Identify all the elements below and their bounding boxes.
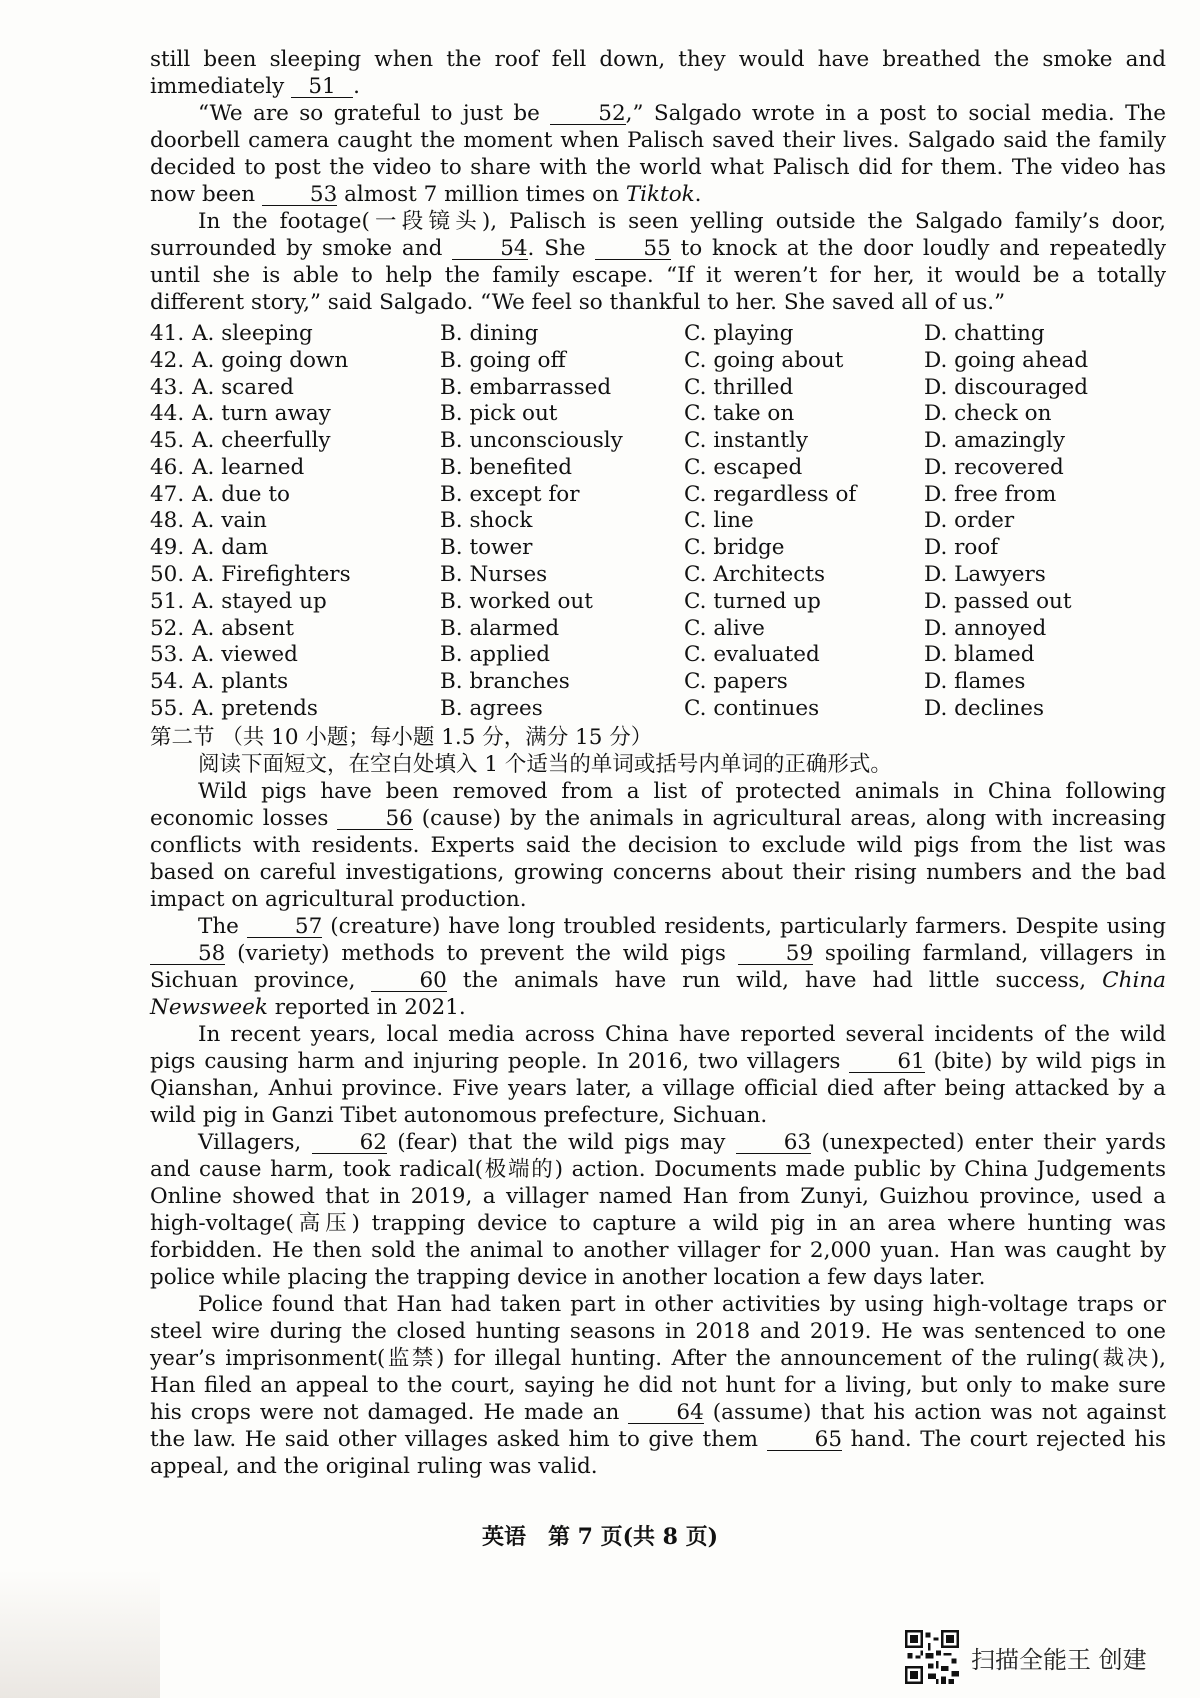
option-row	[150, 320, 1166, 347]
section-title: 第二节 （共 10 小题；每小题 1.5 分，满分 15 分）	[150, 724, 653, 750]
option-b: B. embarrassed	[440, 374, 612, 400]
text-run: spoiling farmland, villagers in Sichuan province,	[150, 940, 1166, 993]
option-c: C. line	[684, 508, 754, 534]
option-row	[150, 427, 1166, 454]
option-row	[150, 588, 1166, 615]
answer-blank: 60	[371, 971, 446, 992]
option-a: A. turn away	[192, 401, 331, 427]
scanner-watermark	[905, 1630, 1147, 1684]
option-a: A. cheerfully	[192, 428, 331, 454]
option-b: B. pick out	[440, 401, 558, 427]
option-row	[150, 481, 1166, 508]
section-instruction: 阅读下面短文，在空白处填入 1 个适当的单词或括号内单词的正确形式。	[198, 751, 892, 777]
option-d: D. chatting	[924, 320, 1045, 346]
text-run: (creature) have long troubled residents, particularly farmers. Despite using	[322, 913, 1166, 939]
option-c: C. playing	[684, 320, 794, 346]
option-b: B. alarmed	[440, 615, 560, 641]
option-c: C. turned up	[684, 588, 821, 614]
page-footer: 英语 第 7 页(共 8 页)	[481, 1524, 719, 1550]
option-row	[150, 695, 1166, 722]
text-run: (bite) by wild pigs in Qianshan, Anhui province. Five years later, a village official died after being attacked by a wild pig in Ganzi Tibet autonomous prefecture, Sichuan.	[150, 1048, 1166, 1128]
option-d: D. annoyed	[924, 615, 1047, 641]
text-run: Wild pigs have been removed from a list of protected animals in China following economic losses	[150, 778, 1166, 831]
text-run: (unexpected) enter their yards and cause harm, took radical(极端的) action. Documents made public by China Judgements Online showed that in 2019, a villager named Han from Zunyi, Guizhou province, used a high-voltage(高压) trapping device to capture a wild pig in an area where hunting was forbidden. He then sold the animal to another villager for 2,000 yuan. Han was caught by police while placing the trapping device in another location a few days later.	[150, 1129, 1166, 1290]
scan-shadow	[0, 1570, 160, 1698]
option-d: D. amazingly	[924, 428, 1065, 454]
option-b: B. applied	[440, 642, 551, 668]
option-d: D. going ahead	[924, 347, 1089, 373]
option-d: D. passed out	[924, 588, 1072, 614]
option-c: C. thrilled	[684, 374, 794, 400]
question-number: 54.	[150, 669, 185, 695]
qr-code-icon	[905, 1630, 959, 1684]
question-number: 43.	[150, 374, 185, 400]
text-run: reported in 2021.	[267, 994, 466, 1020]
question-number: 47.	[150, 481, 185, 507]
option-row	[150, 534, 1166, 561]
option-row	[150, 561, 1166, 588]
app-name: Tiktok	[625, 182, 695, 207]
option-a: A. vain	[192, 508, 267, 534]
text-run: (cause) by the animals in agricultural areas, along with increasing conflicts with residents. Experts said the decision to exclude wild pigs from the list was based on careful investigations, growing concerns about their rising numbers and the bad impact on agricultural production.	[150, 805, 1166, 912]
option-a: A. dam	[192, 535, 269, 561]
option-d: D. recovered	[924, 454, 1064, 480]
text-run: (assume) that his action was not against the law. He said other villages asked him to give them	[150, 1399, 1166, 1452]
option-row	[150, 400, 1166, 427]
answer-blank: 63	[736, 1133, 811, 1154]
option-row	[150, 508, 1166, 535]
options-list	[150, 320, 1166, 722]
option-d: D. order	[924, 508, 1015, 534]
option-c: C. Architects	[684, 562, 825, 588]
question-number: 51.	[150, 588, 185, 614]
answer-blank: 65	[767, 1430, 842, 1451]
option-d: D. roof	[924, 535, 999, 561]
option-a: A. stayed up	[192, 588, 327, 614]
option-b: B. benefited	[440, 454, 572, 480]
answer-blank: 51	[291, 77, 353, 98]
text-run: the animals have run wild, have had little success,	[446, 967, 1103, 993]
text-run: Villagers,	[198, 1129, 312, 1155]
question-number: 52.	[150, 615, 185, 641]
text-run: (variety) methods to prevent the wild pigs	[225, 940, 738, 966]
option-a: A. sleeping	[192, 320, 313, 346]
option-c: C. evaluated	[684, 642, 820, 668]
answer-blank: 62	[312, 1133, 387, 1154]
text-run: .	[694, 182, 702, 207]
question-number: 50.	[150, 562, 185, 588]
question-number: 41.	[150, 320, 185, 346]
option-a: A. pretends	[192, 696, 318, 722]
page-content	[150, 46, 1166, 1480]
text-run: almost 7 million times on	[337, 182, 626, 207]
option-b: B. going off	[440, 347, 566, 373]
option-b: B. agrees	[440, 696, 543, 722]
answer-blank: 54	[452, 239, 527, 260]
option-d: D. flames	[924, 669, 1026, 695]
option-a: A. learned	[192, 454, 305, 480]
option-c: C. take on	[684, 401, 795, 427]
option-row	[150, 642, 1166, 669]
text-run: .	[353, 74, 360, 99]
option-a: A. Firefighters	[192, 562, 351, 588]
question-number: 45.	[150, 428, 185, 454]
option-d: D. discouraged	[924, 374, 1088, 400]
option-d: D. free from	[924, 481, 1057, 507]
option-c: C. bridge	[684, 535, 785, 561]
watermark-text: 扫描全能王 创建	[971, 1645, 1147, 1674]
option-a: A. viewed	[192, 642, 298, 668]
option-row	[150, 615, 1166, 642]
answer-blank: 57	[247, 917, 322, 938]
question-number: 48.	[150, 508, 185, 534]
option-a: A. due to	[192, 481, 290, 507]
option-c: C. instantly	[684, 428, 809, 454]
option-c: C. regardless of	[684, 481, 857, 507]
option-b: B. dining	[440, 320, 539, 346]
passage-paragraph	[150, 1021, 1166, 1129]
option-c: C. alive	[684, 615, 765, 641]
text-run: In recent years, local media across China have reported several incidents of the wild pigs causing harm and injuring people. In 2016, two villagers	[150, 1021, 1166, 1074]
option-d: D. blamed	[924, 642, 1035, 668]
answer-blank: 56	[337, 809, 412, 830]
answer-blank: 64	[628, 1403, 703, 1424]
option-b: B. Nurses	[440, 562, 548, 588]
question-number: 53.	[150, 642, 185, 668]
text-run: to knock at the door loudly and repeatedly until she is able to help the family escape. “If it weren’t for her, it would be a totally different story,” said Salgado. “We feel so thankful to her. She saved all of us.”	[150, 236, 1166, 315]
option-b: B. worked out	[440, 588, 593, 614]
passage-paragraph	[150, 1129, 1166, 1291]
publication-name: China Newsweek	[150, 967, 1166, 1020]
passage-paragraph	[150, 46, 1166, 100]
option-a: A. absent	[192, 615, 295, 641]
passage-paragraph	[150, 208, 1166, 316]
text-run: hand. The court rejected his appeal, and the original ruling was valid.	[150, 1426, 1166, 1479]
text-run: In the footage(一段镜头), Palisch is seen yelling outside the Salgado family’s door, surrounded by smoke and	[150, 209, 1166, 261]
passage-paragraph	[150, 778, 1166, 913]
option-b: B. shock	[440, 508, 533, 534]
option-a: A. going down	[192, 347, 349, 373]
text-run: still been sleeping when the roof fell down, they would have breathed the smoke and immediately	[150, 47, 1166, 99]
text-run: (fear) that the wild pigs may	[386, 1129, 736, 1155]
option-b: B. tower	[440, 535, 533, 561]
option-row	[150, 454, 1166, 481]
option-b: B. branches	[440, 669, 570, 695]
option-d: D. declines	[924, 696, 1045, 722]
option-c: C. escaped	[684, 454, 803, 480]
answer-blank: 59	[738, 944, 813, 965]
text-run: . She	[527, 236, 596, 261]
question-number: 55.	[150, 696, 185, 722]
answer-blank: 58	[150, 944, 225, 965]
option-d: D. Lawyers	[924, 562, 1046, 588]
passage-paragraph	[150, 100, 1166, 208]
text-run: ,” Salgado wrote in a post to social media. The doorbell camera caught the moment when Palisch saved their lives. Salgado said the family decided to post the video to share with the world what Palisch did for them. The video has now been	[150, 101, 1166, 207]
option-b: B. unconsciously	[440, 428, 623, 454]
passage-paragraph	[150, 913, 1166, 1021]
option-c: C. continues	[684, 696, 820, 722]
question-number: 44.	[150, 401, 185, 427]
option-row	[150, 374, 1166, 401]
option-a: A. plants	[192, 669, 289, 695]
option-row	[150, 668, 1166, 695]
question-number: 42.	[150, 347, 185, 373]
option-a: A. scared	[192, 374, 294, 400]
option-d: D. check on	[924, 401, 1052, 427]
text-run: “We are so grateful to just be	[198, 101, 551, 126]
question-number: 49.	[150, 535, 185, 561]
passage-paragraph	[150, 1291, 1166, 1480]
option-row	[150, 347, 1166, 374]
answer-blank: 52	[550, 104, 625, 125]
answer-blank: 55	[595, 239, 670, 260]
text-run: The	[198, 913, 247, 939]
text-run: Police found that Han had taken part in other activities by using high-voltage traps or steel wire during the closed hunting seasons in 2018 and 2019. He was sentenced to one year’s imprisonment(监禁) for illegal hunting. After the announcement of the ruling(裁决), Han filed an appeal to the court, saying he did not hunt for a living, but only to make sure his crops were not damaged. He made an	[150, 1291, 1166, 1425]
option-c: C. papers	[684, 669, 788, 695]
option-c: C. going about	[684, 347, 844, 373]
answer-blank: 53	[262, 185, 337, 206]
question-number: 46.	[150, 454, 185, 480]
answer-blank: 61	[849, 1052, 924, 1073]
option-b: B. except for	[440, 481, 580, 507]
